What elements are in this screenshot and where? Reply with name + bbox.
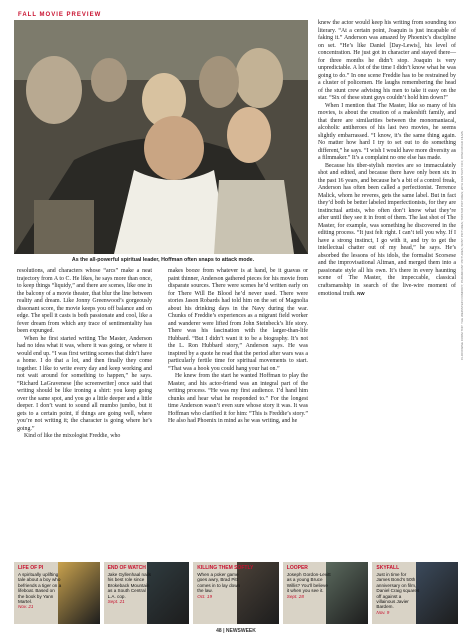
paragraph: When I mention that The Master, like so many of his movies, is about the creation of a makeshift family, and that there are similarities between the monomaniacal, alcoholic antiheroes of his last two movies, he seems slightly embarrassed. “I know, it’s the same thing again. No matter how hard I try to set out to do something different,” he says. “I wish I would have more diversity as a filmmaker.” It’s a complaint no one else has made. xyxy=(318,102,456,161)
promo-description xyxy=(197,572,241,599)
promo-life-of-pi[interactable] xyxy=(14,562,100,624)
promo-date: Nov. 21 xyxy=(18,604,34,610)
promo-date: Sept. 21 xyxy=(107,599,125,605)
promo-text: Joseph Gordon-Levitt as a young Bruce Willis? You’ll believe it when you see it. xyxy=(286,572,331,594)
promo-title: LIFE OF PI xyxy=(18,565,44,571)
promo-description xyxy=(287,572,331,599)
paragraph: When he first started writing The Master, Anderson had no idea what it was, where it was going, or where it would end up. “I was first writing scenes that didn’t have a home. I do that a lot, and then finally they come together. I like to write every day and keep working and not wait around for something to happen,” he says. “Richard LaGravenese [the screenwriter] once said that writing should be like ironing a shirt: you keep going over the same spot, and you go a little deeper and a little deeper. I don’t want to sound all mumbo jumbo, but it gets to a certain point, if things are going well, where you’re not writing it; the character is going where he’s going.” xyxy=(17,335,152,432)
promo-date: Oct. 19 xyxy=(197,593,212,599)
promo-skyfall[interactable] xyxy=(372,562,458,624)
paragraph: resolutions, and characters whose “arcs” make a neat trajectory from A to C. He likes, he says more than once, to keep things “liquidy,” and there are scenes, like one in the balcony of a movie theater, that blur the line between reality and dream. Like Jonny Greenwood’s gorgeously dissonant score, the movie keeps you off balance and on edge. The spell it casts is both passionate and cool, like a fever dream from which any trace of sentimentality has been expunged. xyxy=(17,268,152,334)
promo-still xyxy=(416,562,458,624)
promo-title: END OF WATCH xyxy=(107,565,146,571)
promo-still xyxy=(58,562,100,624)
footer-separator: | xyxy=(223,628,226,634)
promo-description xyxy=(108,572,152,604)
page-footer xyxy=(0,628,472,634)
promo-text: Just in time for James Bond’s 50th anniversary on film, Daniel Craig squares off against a villainous Javier Bardem. xyxy=(376,572,420,610)
paragraph-text: Because his über-stylish movies are so immaculately shot and edited, and because there have only been six in the past 16 years, and because he’s a bit of a control freak, Anderson has often been called a perfectionist. Terrence Malick, whom he reveres, gets the same label. But in fact they’d both be better labeled imperfectionists, for they are instinctual artists, who often don’t know what they’re after until they see it in front of them. The last shot of The Master, for example, was something he discovered in the editing process. “It just felt right. I can’t tell you why. If I have a strong instinct, I go with it, and try to get the intellectual chatter out of my head,” he says. He’s absorbed the lessons of his idols, the formalist Scorsese and the improvisational Altman, and merged them into a passionate style all his own. It’s there in every haunting scene of The Master, the impeccable, classical craftsmanship in search of the live-wire moment of emotional truth. xyxy=(318,162,456,297)
promo-description xyxy=(18,572,62,610)
movie-strip xyxy=(14,562,458,624)
magazine-name: NEWSWEEK xyxy=(225,628,256,634)
feature-photo xyxy=(14,20,308,254)
article-column-1 xyxy=(17,268,152,441)
promo-title: KILLING THEM SOFTLY xyxy=(197,565,254,571)
promo-text: A spiritually uplifting tale about a boy who befriends a tiger on a lifeboat. Based on the book by Yann Martel. xyxy=(18,572,62,605)
promo-looper[interactable] xyxy=(283,562,369,624)
article-column-2 xyxy=(168,268,308,426)
end-mark: NW xyxy=(357,291,365,296)
paragraph xyxy=(318,163,456,299)
promo-still xyxy=(147,562,189,624)
photo-caption: As the all-powerful spiritual leader, Hoffman often snaps to attack mode. xyxy=(71,257,255,263)
feature-photo-illustration xyxy=(14,20,308,254)
paragraph: He knew from the start he wanted Hoffman to play the Master, and his actor-friend was an integral part of the writing process. “He was my first audience. I’d hand him chunks and hear what he responded to.” For the longest time Anderson wasn’t even sure whose story it was. It was Hoffman who clarified it for him: “This is Freddie’s story.” He also had Phoenix in mind as he was writing, and he xyxy=(168,373,308,424)
promo-still xyxy=(237,562,279,624)
section-label: FALL MOVIE PREVIEW xyxy=(18,12,102,18)
promo-still xyxy=(326,562,368,624)
article-column-3 xyxy=(318,20,456,299)
paragraph: knew the actor would keep his writing from sounding too literary. “At a certain point, Joaquin is just incapable of faking it.” Anderson was amazed by Phoenix’s discipline on set. “He’s like Daniel [Day-Lewis], his level of concentration. He just got in character and stayed there—for three months he didn’t stop. Joaquin is very unpredictable. A lot of the time I didn’t know what he was going to do.” In one scene Freddie has to be restrained by a cluster of policemen. He laughs remembering the head of the stunt crew advising his men to take it easy on the star. “Six of these stunt guys couldn’t hold him down!” xyxy=(318,20,456,101)
promo-end-of-watch[interactable] xyxy=(104,562,190,624)
promo-killing-them-softly[interactable] xyxy=(193,562,279,624)
promo-date: Nov. 9 xyxy=(376,609,390,615)
paragraph: makes booze from whatever is at hand, be it guavas or paint thinner, Anderson gathered pieces for his movie from disparate sources. There were scenes he’d written early on for There Will Be Blood he’d never used. There were stories Jason Robards had told him on the set of Magnolia about his drinking days in the Navy during the war. Chunks of Freddie’s experiences as a migrant field worker and wanderer were lifted from John Steinbeck’s life story. There was his fascination with the larger-than-life Hubbard. “But I didn’t want it to be a biography. It’s not the L. Ron Hubbard story,” Anderson says. He was inspired by a quote he read that the period after wars was a particularly fertile time for spiritual movements to start. “That was a hook you could hang your hat on.” xyxy=(168,268,308,372)
photo-credits: CLOCKWISE FROM TOP: THE WEINSTEIN COMPANY; PARAMOUNT PICTURES; SONY PICTURES; TRISTAR PICTURES; 20TH CENTURY FOX; OPEN ROAD FILMS xyxy=(460,131,464,360)
promo-date: Sept. 28 xyxy=(286,593,304,599)
promo-title: LOOPER xyxy=(286,565,308,571)
paragraph: Kind of like the mixologist Freddie, who xyxy=(24,433,121,439)
promo-text: Jake Gyllenhaal nails his best role since Brokeback Mountain as a South Central L.A. cop. xyxy=(107,572,152,599)
promo-description xyxy=(376,572,420,615)
promo-text: When a poker game goes awry, Brad Pitt comes in to lay down the law. xyxy=(197,572,241,594)
page-number: 48 xyxy=(216,628,222,634)
promo-title: SKYFALL xyxy=(376,565,400,571)
